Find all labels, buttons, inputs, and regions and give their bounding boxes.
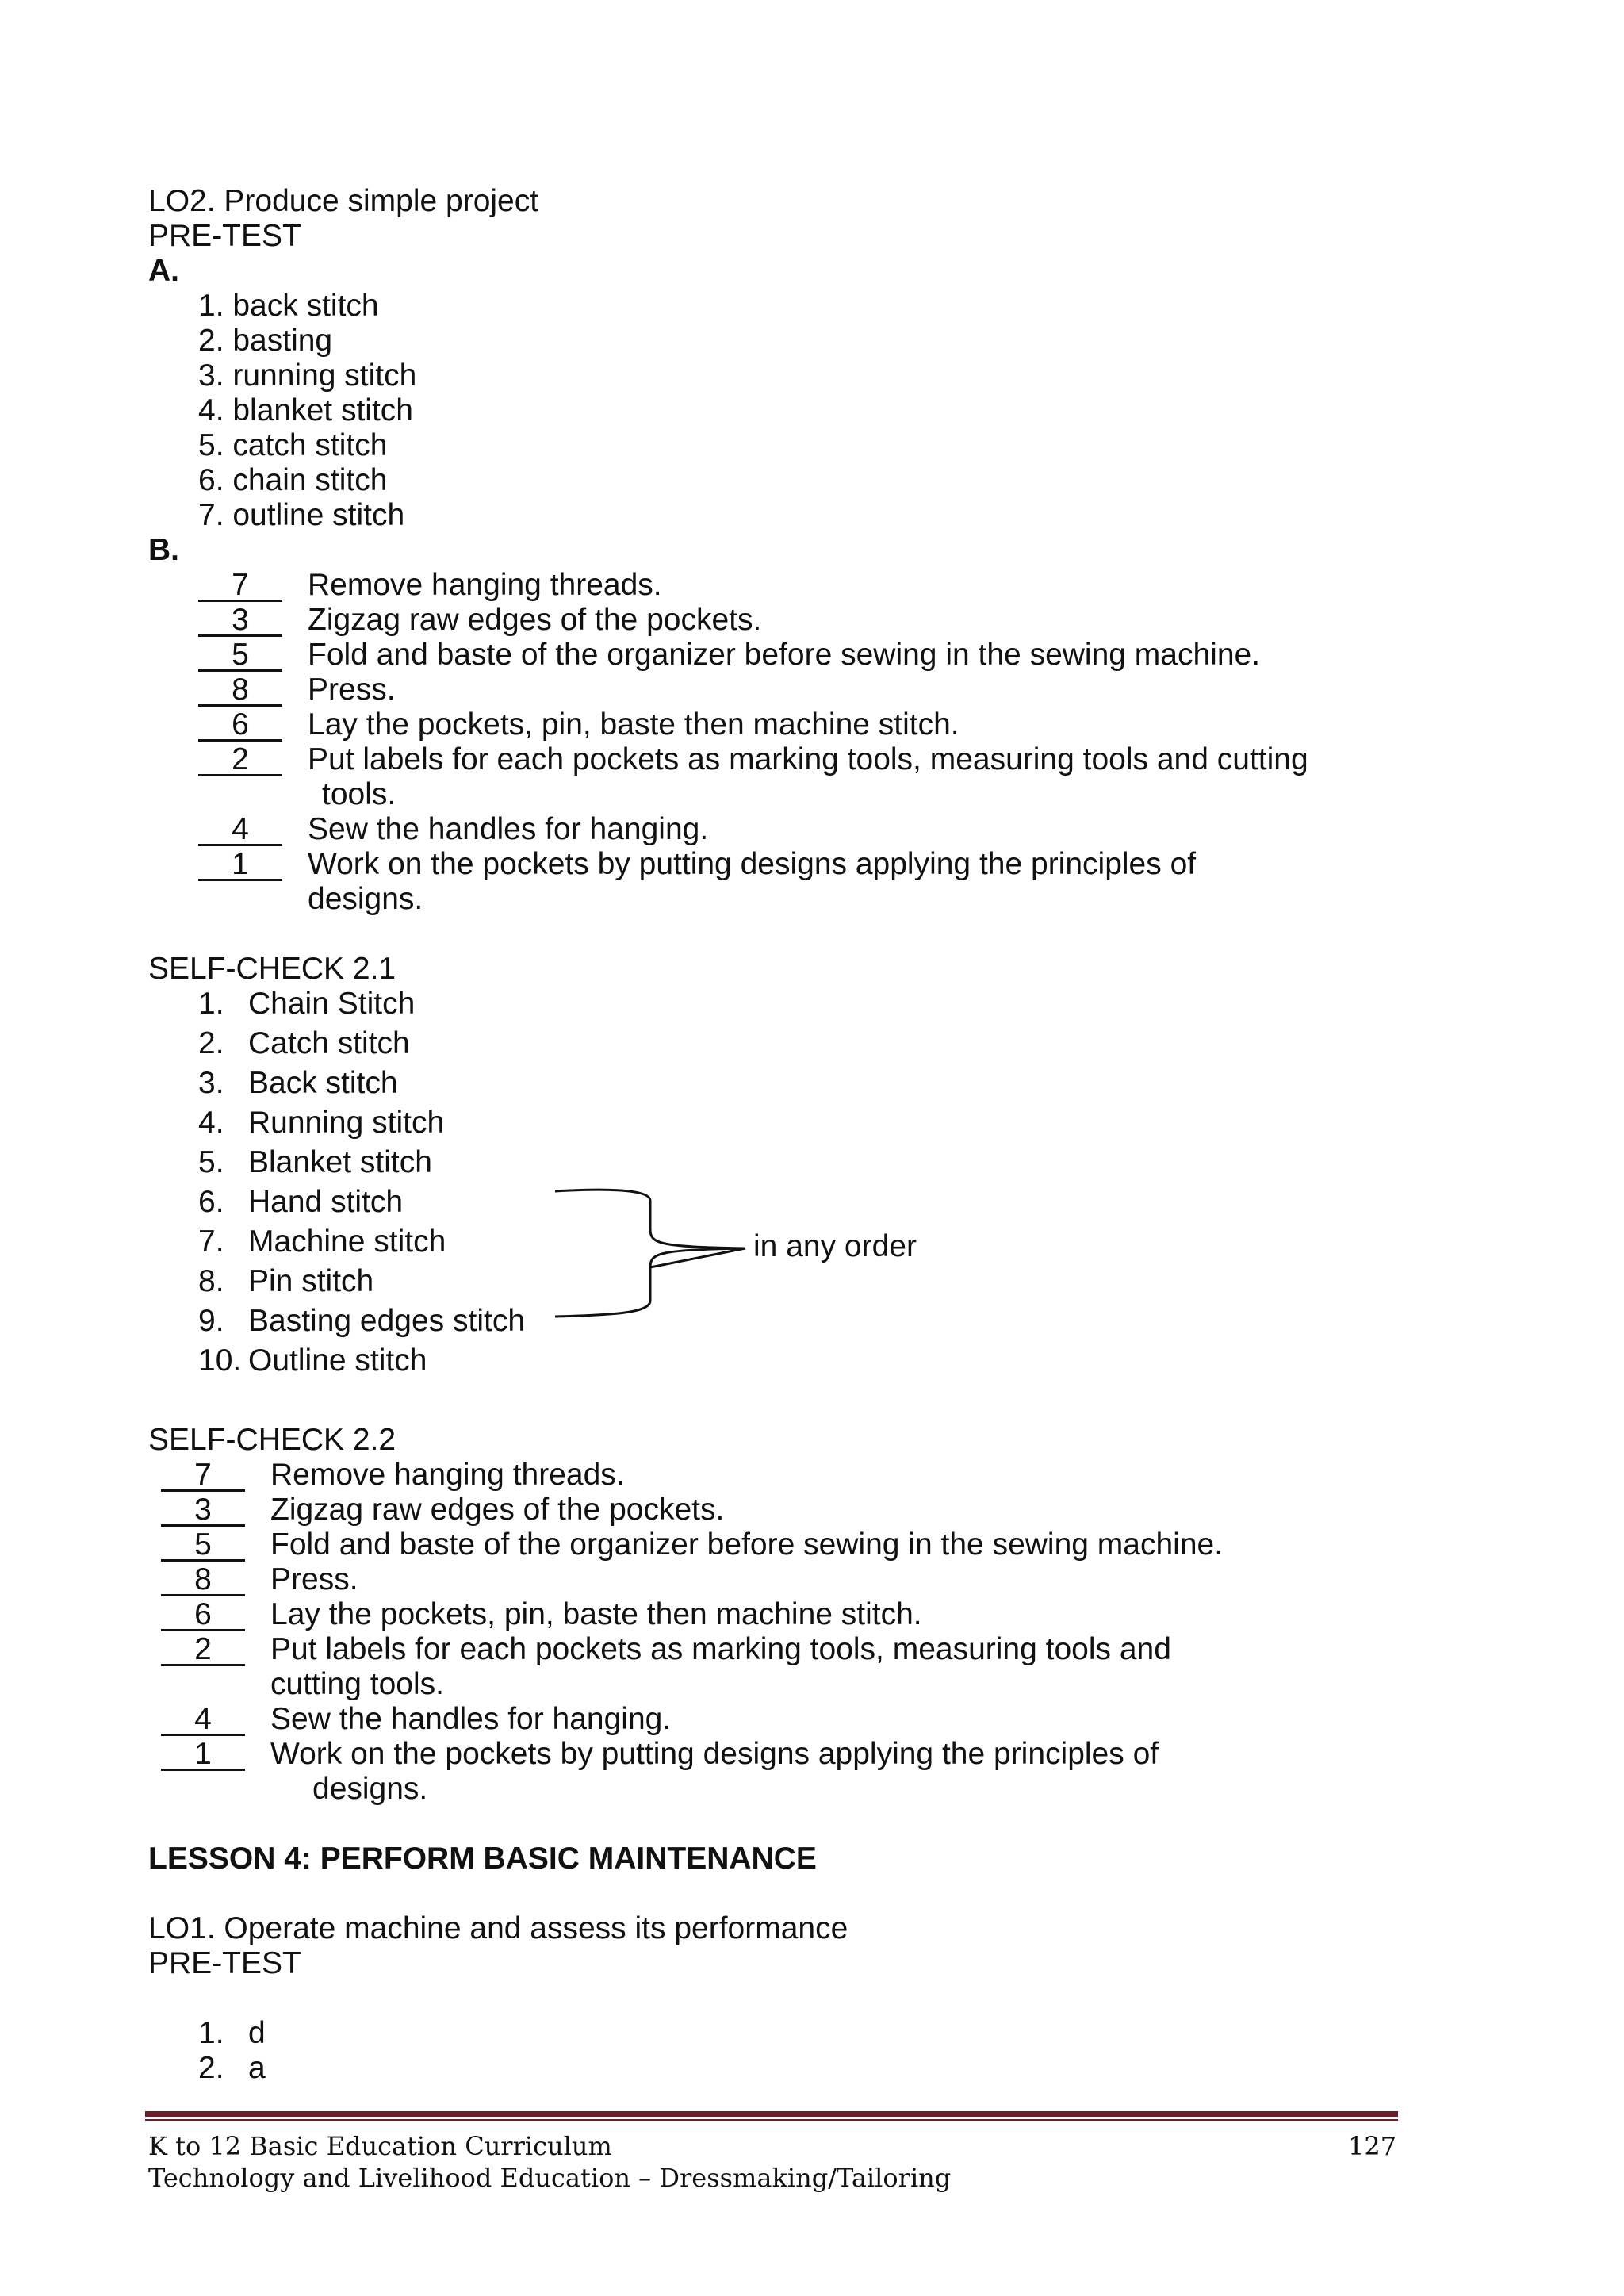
lo2-title: LO2. Produce simple project (148, 184, 539, 218)
list-item: Catch stitch (248, 1026, 410, 1060)
list-item: 2. basting (198, 324, 333, 358)
answer-blank: 4 (198, 812, 282, 846)
step-text-continuation: designs. (308, 882, 423, 916)
list-number: 2. (198, 1026, 224, 1060)
list-number: 4. (198, 1106, 224, 1140)
answer-blank: 2 (198, 742, 282, 776)
answer-blank: 2 (161, 1632, 245, 1666)
list-number: 2. (198, 2051, 224, 2085)
list-item: Back stitch (248, 1066, 398, 1100)
list-item: Machine stitch (248, 1225, 446, 1259)
footer-curriculum: K to 12 Basic Education Curriculum (148, 2131, 612, 2161)
page-number: 127 (1348, 2131, 1397, 2161)
list-item: 5. catch stitch (198, 428, 388, 462)
step-text-continuation: tools. (322, 777, 396, 811)
step-text: Lay the pockets, pin, baste then machine stitch. (308, 707, 959, 742)
step-text: Fold and baste of the organizer before sewing in the sewing machine. (308, 638, 1261, 672)
step-text: Fold and baste of the organizer before sewing in the sewing machine. (270, 1527, 1224, 1562)
pretest-label: PRE-TEST (148, 1946, 301, 1980)
answer-blank: 5 (198, 638, 282, 672)
list-item: 4. blanket stitch (198, 393, 413, 427)
step-text-continuation: cutting tools. (270, 1667, 444, 1701)
lo1-title: LO1. Operate machine and assess its performance (148, 1911, 848, 1945)
list-item: Pin stitch (248, 1264, 374, 1298)
answer-blank: 3 (161, 1493, 245, 1527)
self-check-2-1-title: SELF-CHECK 2.1 (148, 952, 396, 986)
list-number: 10. (198, 1343, 242, 1378)
lesson-title: LESSON 4: PERFORM BASIC MAINTENANCE (148, 1842, 817, 1876)
list-item: 1. back stitch (198, 289, 379, 323)
brace-note: in any order (753, 1229, 917, 1263)
list-item: Chain Stitch (248, 987, 416, 1021)
footer-rule (145, 2111, 1398, 2117)
list-item: d (248, 2016, 266, 2050)
answer-blank: 4 (161, 1702, 245, 1736)
step-text: Work on the pockets by putting designs applying the principles of (308, 847, 1197, 881)
answer-blank: 5 (161, 1527, 245, 1562)
list-number: 9. (198, 1304, 224, 1338)
answer-blank: 6 (161, 1597, 245, 1631)
step-text: Lay the pockets, pin, baste then machine stitch. (270, 1597, 922, 1631)
footer-subject: Technology and Livelihood Education – Dressmaking/Tailoring (148, 2163, 952, 2193)
list-number: 6. (198, 1185, 224, 1219)
list-item: 3. running stitch (198, 358, 417, 393)
list-number: 7. (198, 1225, 224, 1259)
footer-rule (145, 2119, 1398, 2121)
answer-blank: 8 (161, 1562, 245, 1596)
answer-blank: 7 (198, 568, 282, 602)
step-text: Remove hanging threads. (270, 1458, 625, 1492)
step-text: Put labels for each pockets as marking tools, measuring tools and (270, 1632, 1171, 1666)
answer-blank: 6 (198, 707, 282, 742)
step-text: Put labels for each pockets as marking tools, measuring tools and cutting (308, 742, 1308, 776)
answer-blank: 8 (198, 673, 282, 707)
step-text: Zigzag raw edges of the pockets. (270, 1493, 725, 1527)
step-text-continuation: designs. (312, 1772, 428, 1806)
self-check-2-2-title: SELF-CHECK 2.2 (148, 1423, 396, 1457)
list-number: 8. (198, 1264, 224, 1298)
step-text: Sew the handles for hanging. (308, 812, 709, 846)
step-text: Zigzag raw edges of the pockets. (308, 603, 762, 637)
list-item: a (248, 2051, 266, 2085)
step-text: Press. (270, 1562, 358, 1596)
pretest-label: PRE-TEST (148, 219, 301, 253)
section-b-label: B. (148, 533, 179, 567)
answer-blank: 7 (161, 1458, 245, 1492)
step-text: Press. (308, 673, 396, 707)
list-number: 5. (198, 1145, 224, 1179)
list-number: 1. (198, 987, 224, 1021)
list-item: 6. chain stitch (198, 463, 388, 497)
list-number: 3. (198, 1066, 224, 1100)
step-text: Sew the handles for hanging. (270, 1702, 672, 1736)
list-item: Outline stitch (248, 1343, 427, 1378)
section-a-label: A. (148, 254, 179, 288)
list-item: 7. outline stitch (198, 498, 405, 532)
list-item: Blanket stitch (248, 1145, 432, 1179)
list-item: Running stitch (248, 1106, 445, 1140)
list-number: 1. (198, 2016, 224, 2050)
answer-blank: 1 (198, 847, 282, 881)
curly-brace (547, 1182, 753, 1324)
list-item: Hand stitch (248, 1185, 404, 1219)
answer-blank: 1 (161, 1737, 245, 1771)
list-item: Basting edges stitch (248, 1304, 526, 1338)
answer-blank: 3 (198, 603, 282, 637)
step-text: Work on the pockets by putting designs applying the principles of (270, 1737, 1159, 1771)
step-text: Remove hanging threads. (308, 568, 662, 602)
